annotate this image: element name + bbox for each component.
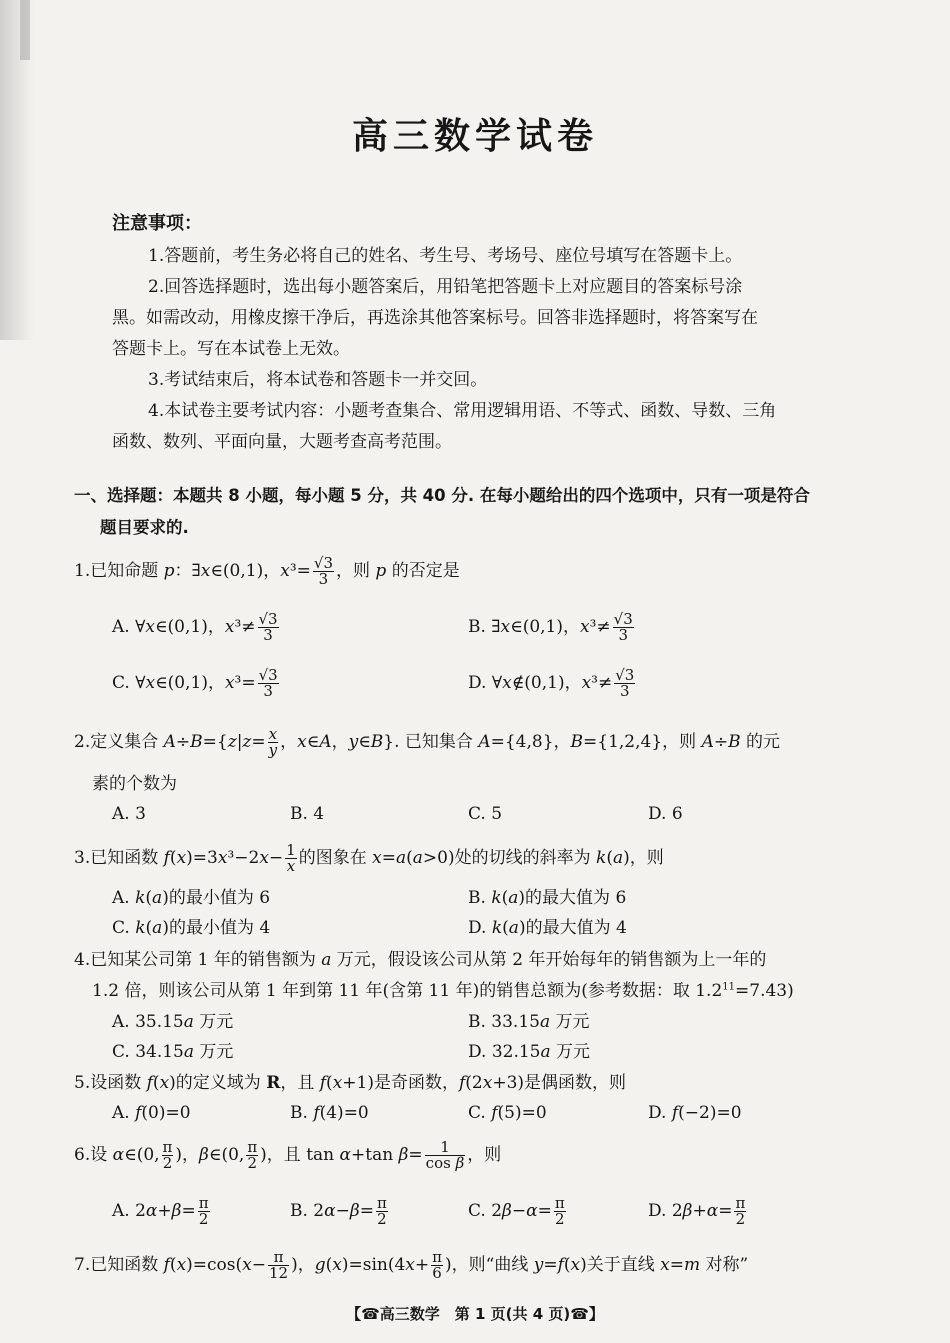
q6-option-a: A. 2α+β= $\frac{\pi}{2}$ — [112, 1194, 209, 1228]
question-4: 4.已知某公司第 1 年的销售额为 a 万元，假设该公司从第 2 年开始每年的销售额为上一年的 — [74, 950, 767, 970]
notice-item-1: 1.答题前，考生务必将自己的姓名、考生号、考场号、座位号填写在答题卡上。 — [148, 246, 743, 266]
page-footer: 【☎高三数学 第 1 页(共 4 页)☎】 — [346, 1305, 604, 1323]
q1-option-a: A. ∀x∈(0,1)，x³≠ $\frac{√3}{3}$ — [112, 610, 278, 644]
q1-option-d: D. ∀x∉(0,1)，x³≠ $\frac{√3}{3}$ — [468, 666, 635, 700]
question-5: 5.设函数 f(x)的定义域为 R，且 f(x+1)是奇函数，f(2x+3)是偶函数，则 — [74, 1073, 627, 1093]
section1-heading: 一、选择题：本题共 8 小题，每小题 5 分，共 40 分. 在每小题给出的四个选项中，只有一项是符合 — [74, 486, 810, 505]
q4-option-a: A. 35.15a 万元 — [112, 1012, 234, 1032]
q5-option-d: D. f(−2)=0 — [648, 1103, 742, 1123]
question-2-cont: 素的个数为 — [92, 774, 177, 794]
notice-item-2a: 2.回答选择题时，选出每小题答案后，用铅笔把答题卡上对应题目的答案标号涂 — [148, 277, 743, 297]
q6-option-b: B. 2α−β= $\frac{\pi}{2}$ — [290, 1194, 387, 1228]
q3-option-d: D. k(a)的最大值为 4 — [468, 918, 627, 938]
question-3: 3.已知函数 f(x)=3x³−2x− $\frac{1}{x}$ 的图象在 x=a(a>0)处的切线的斜率为 k(a)，则 — [74, 841, 664, 875]
question-7: 7.已知函数 f(x)=cos(x− $\frac{\pi}{12}$ )，g(x)=sin(4x+ $\frac{\pi}{6}$ )，则“曲线 y=f(x)关于直线 x=m 对称” — [74, 1248, 749, 1282]
q6-option-d: D. 2β+α= $\frac{\pi}{2}$ — [648, 1194, 746, 1228]
q3-option-c: C. k(a)的最小值为 4 — [112, 918, 271, 938]
notice-item-2b: 黑。如需改动，用橡皮擦干净后，再选涂其他答案标号。回答非选择题时，将答案写在 — [112, 308, 758, 328]
question-1: 1.已知命题 p：∃x∈(0,1)，x³= $\frac{√3}{3}$ ，则 p 的否定是 — [74, 554, 460, 588]
q3-option-b: B. k(a)的最大值为 6 — [468, 888, 627, 908]
q5-option-a: A. f(0)=0 — [112, 1103, 191, 1123]
question-4-cont: 1.2 倍，则该公司从第 1 年到第 11 年(含第 11 年)的销售总额为(参考数据：取 $1.2^{11}=7.43$) — [92, 981, 794, 1001]
page-title: 高三数学试卷 — [351, 116, 598, 157]
q2-option-c: C. 5 — [468, 804, 503, 824]
scan-shadow-dark — [20, 0, 30, 60]
notice-heading: 注意事项： — [112, 213, 202, 234]
q3-option-a: A. k(a)的最小值为 6 — [112, 888, 271, 908]
q2-option-b: B. 4 — [290, 804, 325, 824]
q1-option-c: C. ∀x∈(0,1)，x³= $\frac{√3}{3}$ — [112, 666, 278, 700]
q2-option-a: A. 3 — [112, 804, 146, 824]
question-6: 6.设 α∈(0, $\frac{\pi}{2}$ )，β∈(0, $\frac{\pi}{2}$ )，且 tan α+tan β= $\frac{1}{\text{cos β}}$ ，则 — [74, 1138, 502, 1172]
q1-option-b: B. ∃x∈(0,1)，x³≠ $\frac{√3}{3}$ — [468, 610, 633, 644]
section1-heading-cont: 题目要求的. — [100, 518, 189, 537]
q5-option-c: C. f(5)=0 — [468, 1103, 547, 1123]
notice-item-4b: 函数、数列、平面向量，大题考查高考范围。 — [112, 432, 452, 452]
q6-option-c: C. 2β−α= $\frac{\pi}{2}$ — [468, 1194, 565, 1228]
q2-option-d: D. 6 — [648, 804, 683, 824]
notice-item-4a: 4.本试卷主要考试内容：小题考查集合、常用逻辑用语、不等式、函数、导数、三角 — [148, 401, 777, 421]
question-2: 2.定义集合 A÷B={z|z= $\frac{x}{y}$ ，x∈A，y∈B}. 已知集合 A={4,8}，B={1,2,4}，则 A÷B 的元 — [74, 725, 781, 759]
q4-option-d: D. 32.15a 万元 — [468, 1042, 591, 1062]
notice-item-3: 3.考试结束后，将本试卷和答题卡一并交回。 — [148, 370, 488, 390]
notice-item-2c: 答题卡上。写在本试卷上无效。 — [112, 339, 350, 359]
q5-option-b: B. f(4)=0 — [290, 1103, 369, 1123]
q4-option-c: C. 34.15a 万元 — [112, 1042, 234, 1062]
q4-option-b: B. 33.15a 万元 — [468, 1012, 590, 1032]
